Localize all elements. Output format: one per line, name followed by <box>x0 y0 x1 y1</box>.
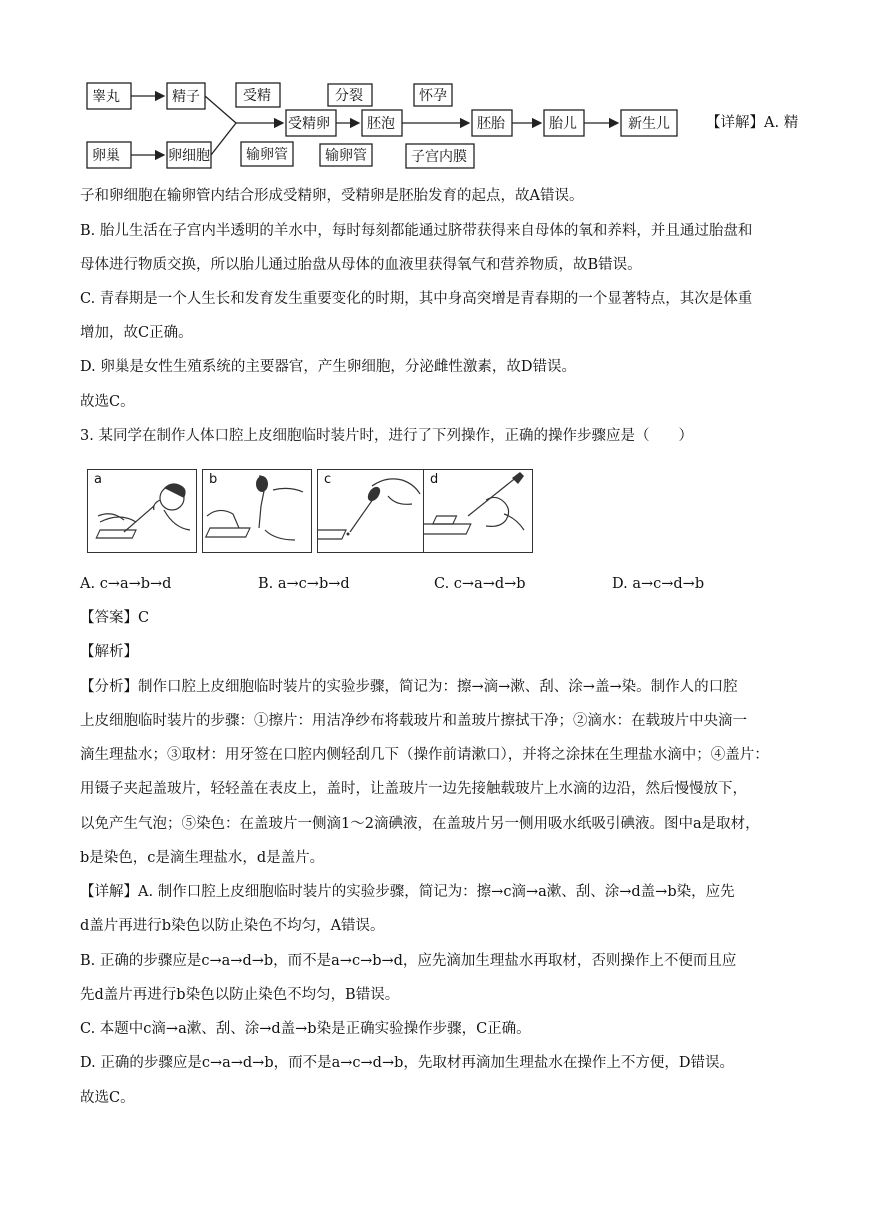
label-pregnancy: 怀孕 <box>419 88 447 104</box>
analysis-heading: 【解析】 <box>80 644 138 660</box>
label-division: 分裂 <box>335 88 363 104</box>
analysis-line-4: 用镊子夹起盖玻片，轻轻盖在表皮上，盖时，让盖玻片一边先接触载玻片上水滴的边沿，然后慢慢放下， <box>80 781 747 797</box>
option-b: B. a→c→b→d <box>258 576 350 592</box>
node-blastocyst: 胚泡 <box>367 116 395 132</box>
text-line-3: 母体进行物质交换，所以胎儿通过胎盘从母体的血液里获得氧气和营养物质，故B错误。 <box>80 257 642 273</box>
node-embryo: 胚胎 <box>477 116 505 132</box>
figure-a-label: a <box>94 472 102 487</box>
figure-d-illustration <box>424 470 531 551</box>
flow-diagram-svg <box>84 80 694 172</box>
question-3-stem: 3. 某同学在制作人体口腔上皮细胞临时装片时，进行了下列操作，正确的操作步骤应是（ ） <box>80 428 693 444</box>
figure-c-illustration <box>318 470 425 551</box>
answer-line: 【答案】C <box>80 610 150 626</box>
analysis-line-3: 滴生理盐水；③取材：用牙签在口腔内侧轻刮几下（操作前请漱口），并将之涂抹在生理盐水滴中；④盖片： <box>80 747 769 763</box>
label-fertilization: 受精 <box>243 88 271 104</box>
label-oviduct-2: 输卵管 <box>325 148 367 164</box>
figure-a-illustration <box>88 470 195 551</box>
node-egg: 卵细胞 <box>168 148 210 164</box>
figure-a <box>87 469 197 553</box>
text-line-4: C. 青春期是一个人生长和发育发生重要变化的时期，其中身高突增是青春期的一个显著特点，其次是体重 <box>80 291 753 307</box>
node-zygote: 受精卵 <box>288 116 330 132</box>
node-ovary: 卵巢 <box>92 148 120 164</box>
detail-line-5: C. 本题中c滴→a漱、刮、涂→d盖→b染是正确实验操作步骤，C正确。 <box>80 1021 531 1037</box>
figure-c-label: c <box>324 472 332 487</box>
detail-line-2: d盖片再进行b染色以防止染色不均匀，A错误。 <box>80 918 385 934</box>
figure-b <box>202 469 312 553</box>
figure-d <box>423 469 533 553</box>
figure-d-label: d <box>430 472 439 487</box>
text-line-0: 【详解】A. 精 <box>706 115 799 131</box>
reproduction-flow-diagram <box>84 80 694 172</box>
text-line-5: 增加，故C正确。 <box>80 325 193 341</box>
text-line-7: 故选C。 <box>80 394 135 410</box>
detail-line-4: 先d盖片再进行b染色以防止染色不均匀，B错误。 <box>80 987 400 1003</box>
analysis-line-1: 【分析】制作口腔上皮细胞临时装片的实验步骤，简记为：擦→滴→漱、刮、涂→盖→染。制作人的口腔 <box>80 679 738 695</box>
detail-line-3: B. 正确的步骤应是c→a→d→b，而不是a→c→b→d，应先滴加生理盐水再取材，否则操作上不便而且应 <box>80 953 737 969</box>
figure-b-label: b <box>209 472 218 487</box>
node-fetus: 胎儿 <box>549 116 577 132</box>
label-oviduct-1: 输卵管 <box>246 147 288 163</box>
node-newborn: 新生儿 <box>628 116 670 132</box>
detail-line-1: 【详解】A. 制作口腔上皮细胞临时装片的实验步骤，简记为：擦→c滴→a漱、刮、涂→d盖→b染，应先 <box>80 884 735 900</box>
detail-line-6: D. 正确的步骤应是c→a→d→b，而不是a→c→d→b，先取材再滴加生理盐水在操作上不方便，D错误。 <box>80 1055 735 1071</box>
text-line-1: 子和卵细胞在输卵管内结合形成受精卵，受精卵是胚胎发育的起点，故A错误。 <box>80 188 584 204</box>
operation-figures <box>87 469 533 553</box>
label-endometrium: 子宫内膜 <box>411 149 467 165</box>
option-a: A. c→a→b→d <box>80 576 172 592</box>
analysis-line-2: 上皮细胞临时装片的步骤：①擦片：用洁净纱布将载玻片和盖玻片擦拭干净；②滴水：在载玻片中央滴一 <box>80 713 747 729</box>
conclusion-line: 故选C。 <box>80 1090 135 1106</box>
analysis-line-6: b是染色，c是滴生理盐水，d是盖片。 <box>80 850 325 866</box>
option-d: D. a→c→d→b <box>612 576 705 592</box>
text-line-6: D. 卵巢是女性生殖系统的主要器官，产生卵细胞，分泌雌性激素，故D错误。 <box>80 359 576 375</box>
analysis-line-5: 以免产生气泡；⑤染色：在盖玻片一侧滴1～2滴碘液，在盖玻片另一侧用吸水纸吸引碘液。图中a是取材， <box>80 816 760 832</box>
option-c: C. c→a→d→b <box>434 576 526 592</box>
figure-c <box>317 469 427 553</box>
node-sperm: 精子 <box>172 89 200 105</box>
node-testis: 睾丸 <box>92 89 120 105</box>
text-line-2: B. 胎儿生活在子宫内半透明的羊水中，每时每刻都能通过脐带获得来自母体的氧和养料，并且通过胎盘和 <box>80 223 753 239</box>
figure-b-illustration <box>203 470 310 551</box>
